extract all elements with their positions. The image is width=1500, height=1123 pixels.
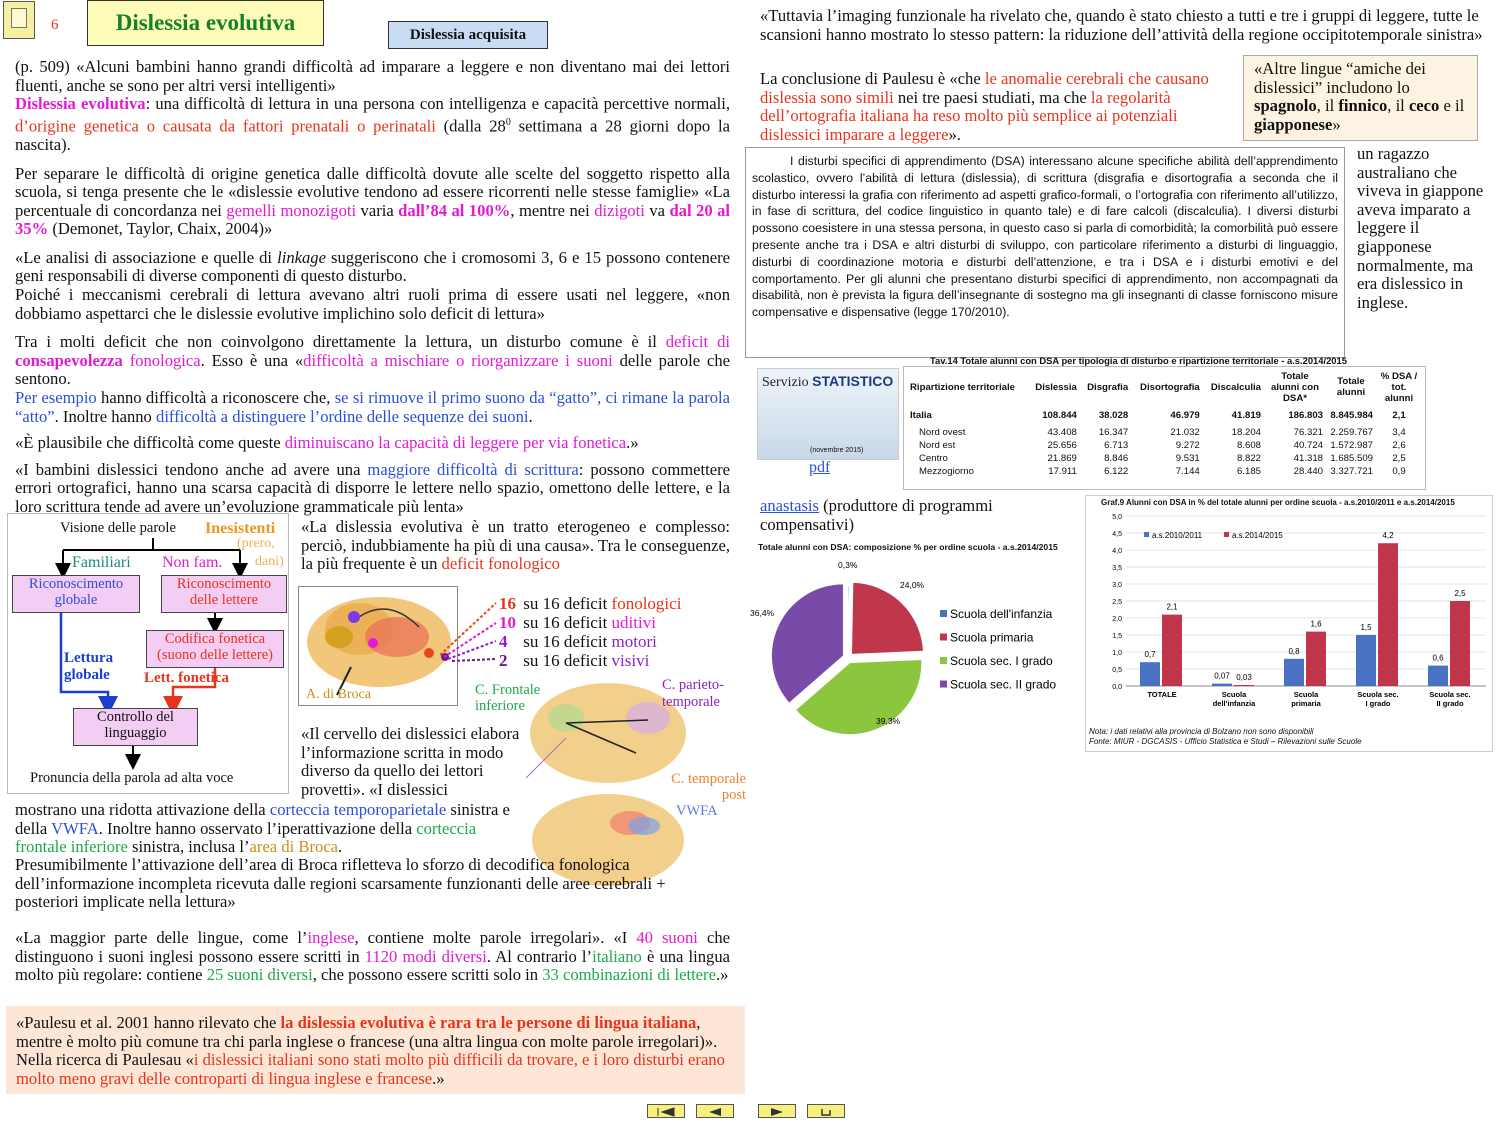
- bar-data-label: 0,8: [1288, 646, 1300, 656]
- bar-ytick: 4,5: [1112, 531, 1122, 538]
- deficit-list: [499, 594, 719, 670]
- pie-legend-label: Scuola dell'infanzia: [950, 607, 1053, 621]
- bar-legend-label: a.s.2010/2011: [1152, 531, 1203, 540]
- paragraph-broca-effort: Presumibilmente l’attivazione dell’area di Broca rifletteva lo sforzo di decodifica fonologica dell’informazione incompleta ricevuta dalle regioni scarsamente funzionanti delle aree cerebrali + posteriori implicate nella lettura»: [15, 855, 666, 912]
- paulesu-quote-box: [6, 1006, 745, 1094]
- page-number: 6: [51, 17, 59, 33]
- deficit-row: 10 su 16 deficit uditivi: [499, 613, 656, 632]
- paragraph-genetics: Per separare le difficoltà di origine genetica dalle difficoltà dovute alle scelte del soggetto rispetto alla scuola, si tenga presente che le «dislessie evolutive tendono ad essere ricorrenti nelle stesse famiglie» «La percentuale di concordanza nei gemelli monozigoti varia dall’84 al 100%, mentre nei dizigoti va dal 20 al 35% (Demonet, Taylor, Chaix, 2004)»: [15, 163, 730, 239]
- quote-heterogeneous: «La dislessia evolutiva è un tratto eterogeneo e complesso: perciò, indubbiamente ha più di una causa». Tra le conseguenze, la più frequente è un deficit fonologico: [301, 517, 730, 574]
- next-page-icon[interactable]: [758, 1104, 796, 1118]
- pie-slice: [848, 586, 849, 658]
- label-c-temporale: C. temporale post: [671, 771, 746, 803]
- pie-label: 39,3%: [876, 716, 901, 726]
- paragraph-linkage: «Le analisi di associazione e quelle di linkage suggeriscono che i cromosomi 3, 6 e 15 possono contenere geni responsabili di diverse componenti di questo disturbo. Poiché i meccanismi cerebrali di lettura avevano altri ruoli prima di essere usati nel leggere, «non dobbiamo aspettarci che le dislessie evolutive implichino solo deficit di lettura»: [15, 247, 730, 323]
- quote-brain-processing: «Il cervello dei dislessici elabora l’informazione scritta in modo diverso da quello dei lettori provetti». «I dislessici: [301, 724, 520, 799]
- box-riconoscimento-lettere: Riconoscimento delle lettere: [161, 575, 287, 613]
- friendly-languages-box: [1243, 55, 1478, 141]
- bar-ytick: 2,0: [1112, 616, 1122, 623]
- pie-slice: [851, 582, 923, 654]
- pie-legend-swatch: [940, 634, 947, 641]
- paragraph-activation: mostrano una ridotta attivazione della corteccia temporoparietale sinistra e della VWFA. Inoltre hanno osservato l’iperattivazione della corteccia frontale inferiore sinistra, inclusa l’area di Broca.: [15, 800, 510, 857]
- box-controllo-linguaggio: Controllo del linguaggio: [73, 708, 198, 746]
- table-row: Nord est 25.656 6.713 9.272 8.608 40.724 1.572.987 2,6: [919, 440, 1406, 451]
- paragraph-languages: «La maggior parte delle lingue, come l’inglese, contiene molte parole irregolari». «I 40 suoni che distinguono i suoni inglesi possono essere scritti in 1120 modi diversi. Al contrario l’italiano è una lingua molto più regolare: contiene 25 suoni diversi, che possono essere scritti solo in 33 combinazioni di lettere.»: [15, 928, 730, 985]
- label-lettura-globale: Lettura globale: [64, 650, 114, 683]
- pdf-link[interactable]: pdf: [809, 459, 831, 476]
- bar-data-label: 0,7: [1144, 650, 1156, 660]
- bar-data-label: 2,5: [1454, 589, 1466, 598]
- diagram-vision: Visione delle parole: [60, 520, 176, 536]
- box-codifica-fonetica: Codifica fonetica (suono delle lettere): [146, 630, 284, 668]
- bar-data-label: 0,03: [1236, 672, 1252, 682]
- deficit-connectors: [440, 595, 500, 670]
- deficit-row: 4 su 16 deficit motori: [499, 632, 657, 651]
- anastasis-link[interactable]: anastasis: [760, 496, 819, 515]
- anastasis-text: anastasis (produttore di programmi compensativi): [760, 496, 993, 534]
- label-broca: A. di Broca: [306, 687, 371, 702]
- paragraph-intro: (p. 509) «Alcuni bambini hanno grandi difficoltà ad imparare a leggere e non diventano mai dei lettori fluenti, anche se sono per altri versi intelligenti» Dislessia evolutiva: una difficoltà di lettura in una persona con intelligenza e capacità percettive normali, d’origine genetica o causata da fattori prenatali o perinatali (dalla $28^0$ settimana a 28 giorni dopo la nascita).: [15, 57, 730, 154]
- bar-legend-swatch: [1224, 532, 1229, 537]
- bar-data-label: 1,5: [1360, 623, 1372, 632]
- dsa-definition-text: I disturbi specifici di apprendimento (DSA) interessano alcune specifiche abilità dell’apprendimento scolastico, ovvero l’abilità di lettura (dislessia), di scrittura (disgrafia e disortografia a seconda che il disturbo interessi la grafia con riferimento ad aspetti grafico-formali, o l’ortografia con riferimento all’utilizzo, in fase di scrittura, del codice linguistico in quanto tale) e di fare calcoli (discalculia). I diversi disturbi possono coesistere in una stessa persona, in questo caso si parla di comorbidità; la comorbilità può essere presente anche tra i DSA e altri disturbi di sviluppo, con particolare riferimento a disturbi di linguaggio, disturbi di coordinazione motoria e disturbi dell’attenzione, e tra i DSA e i disturbi emotivi e del comportamento. Per gli alunni che presentano disturbi specifici di apprendimento, non accompagnati da disabilità, non è prevista la figura dell’insegnante di sostegno ma gli insegnanti di classe forniscono misure compensative e dispensative (legge 170/2010).: [752, 154, 1338, 320]
- servizio-statistico-thumbnail[interactable]: Servizio STATISTICO (novembre 2015): [757, 368, 899, 460]
- diagram-pronuncia: Pronuncia della parola ad alta voce: [30, 770, 234, 786]
- table-row: Mezzogiorno 17.911 6.122 7.144 6.185 28.440 3.327.721 0,9: [919, 466, 1406, 477]
- diagram-inesistenti: Inesistenti: [205, 520, 276, 537]
- australian-boy-text: un ragazzo australiano che viveva in giappone aveva imparato a leggere il giapponese normalmente, ma era dislessico in inglese.: [1357, 144, 1484, 312]
- chart-note: Nota: i dati relativi alla provincia di Bolzano non sono disponibili: [1089, 727, 1314, 736]
- bar-ytick: 1,0: [1112, 650, 1122, 657]
- bar-data-label: 0,07: [1214, 671, 1230, 681]
- pie-legend-swatch: [940, 681, 947, 688]
- bar-ytick: 5,0: [1112, 514, 1122, 521]
- bar-category-label: Scuola sec.: [1429, 690, 1471, 699]
- bar-legend-swatch: [1144, 532, 1149, 537]
- label-c-frontale: C. Frontale inferiore: [475, 682, 541, 714]
- table-title: Tav.14 Totale alunni con DSA per tipologia di disturbo e ripartizione territoriale - a.s.2014/2015: [930, 355, 1347, 366]
- chart-source: Fonte: MIUR - DGCASIS - Ufficio Statistica e Studi – Rilevazioni sulle Scuole: [1089, 737, 1362, 746]
- prev-page-icon[interactable]: [696, 1104, 734, 1118]
- quote-imaging: «Tuttavia l’imaging funzionale ha rivelato che, quando è stato chiesto a tutti e tre i gruppi di leggere, tutte le scansioni hanno mostrato lo stesso pattern: la riduzione dell’attività della regione occipitotemporale sinistra»: [760, 6, 1483, 44]
- bar-chart: [1085, 495, 1493, 752]
- bar-data-label: 4,2: [1382, 531, 1394, 541]
- term-dislessia-evolutiva: Dislessia evolutiva: [15, 94, 146, 114]
- bar-data-label: 0,6: [1432, 653, 1444, 663]
- bar: [1356, 635, 1376, 686]
- bar-category-label: II grado: [1436, 699, 1464, 708]
- deficit-row: 16 su 16 deficit fonologici: [499, 594, 682, 613]
- bar: [1162, 615, 1182, 686]
- pie-label: 0,3%: [838, 560, 858, 570]
- bar-ytick: 3,0: [1112, 582, 1122, 589]
- bar: [1378, 543, 1398, 686]
- bar-category-label: primaria: [1291, 699, 1321, 708]
- box-riconoscimento-globale: Riconoscimento globale: [12, 575, 140, 613]
- page-icon[interactable]: [3, 1, 35, 39]
- bar-ytick: 0,0: [1112, 684, 1122, 691]
- left-column: [15, 58, 730, 517]
- dislessia-acquisita-button[interactable]: Dislessia acquisita: [388, 21, 548, 49]
- pie-label: 36,4%: [750, 608, 775, 618]
- label-lettura-fonetica: Lett. fonetica: [144, 670, 229, 686]
- bar-data-label: 2,1: [1166, 602, 1178, 612]
- return-icon[interactable]: [807, 1104, 845, 1118]
- bar: [1212, 684, 1232, 686]
- bar: [1428, 666, 1448, 686]
- table-row: Centro 21.869 8.846 9.531 8.822 41.318 1.685.509 2,5: [919, 453, 1406, 464]
- bar: [1306, 632, 1326, 686]
- bar: [1450, 601, 1470, 686]
- diagram-non-familiari: Non fam.: [162, 554, 223, 571]
- bar-svg: [1086, 508, 1492, 733]
- table-row: Italia 108.844 38.028 46.979 41.819 186.803 8.845.984 2,1: [910, 409, 1406, 421]
- bar: [1284, 659, 1304, 686]
- bar-category-label: TOTALE: [1147, 690, 1177, 699]
- paulesu-quote: «Paulesu et al. 2001 hanno rilevato che la dislessia evolutiva è rara tra le persone di lingua italiana, mentre è molto più comune tra chi parla inglese o francese (una altra lingua con molte parole irregolari)». Nella ricerca di Paulesau «i dislessici italiani sono stati molto più difficili da trovare, e i loro disturbi erano molto meno gravi delle controparti di lingua inglese e francese.»: [16, 1013, 725, 1088]
- bar-legend-label: a.s.2014/2015: [1232, 531, 1283, 540]
- bar: [1234, 685, 1254, 686]
- page-title: Dislessia evolutiva: [87, 0, 324, 46]
- reading-diagram: Visione delle parole Inesistenti (prero, dani) Familiari Non fam. Riconoscimento globale Riconoscimento delle lettere Codifica fonetica (suono delle lettere) Lettura globale Lett. fonetica Controllo del linguaggio Pronuncia della parola ad alta voce: [7, 513, 289, 794]
- pie-label: 24,0%: [900, 580, 925, 590]
- pie-legend-swatch: [940, 610, 947, 617]
- bar-category-label: Scuola: [1293, 690, 1319, 699]
- bar-category-label: I grado: [1365, 699, 1391, 708]
- diagram-familiari: Familiari: [72, 554, 131, 571]
- bar-ytick: 1,5: [1112, 633, 1122, 640]
- paragraph-phonological: Tra i molti deficit che non coinvolgono direttamente la lettura, un disturbo comune è il deficit di consapevolezza fonologica. Esso è una «difficoltà a mischiare o riorganizzare i suoni delle parole che sentono. Per esempio hanno difficoltà a riconoscere che, se si rimuove il primo suono da “gatto”, ci rimane la parola “atto”. Inoltre hanno difficoltà a distinguere l’ordine delle sequenze dei suoni.: [15, 332, 730, 426]
- dsa-definition-box: [745, 147, 1345, 358]
- first-page-icon[interactable]: [647, 1104, 685, 1118]
- pie-legend-label: Scuola primaria: [950, 630, 1034, 645]
- bar: [1140, 662, 1160, 686]
- paragraph-fonetica: «È plausibile che difficoltà come queste diminuiscano la capacità di leggere per via fonetica.»: [15, 433, 639, 453]
- dsa-table: Ripartizione territoriale Dislessia Disgrafia Disortografia Discalculia Totale alunni con DSA* Totale alunni % DSA / tot. alunni Italia 108.844 38.028 46.979 41.819 186.803 8.845.984 2,1 Nord ovest 43.408 16.347 21.032 18.204 76.321 2.259.767 3,4 Nord est 25.656 6.713 9.272 8.608 40.724 1.572.987 2,6 Centro 21.869 8.846 9.531 8.822 41.318 1.685.509 2,5 Mezzogiorno 17.911 6.122 7.144 6.185 28.440 3.327.721 0,9: [907, 370, 1422, 478]
- pie-legend-swatch: [940, 657, 947, 664]
- pie-chart: [750, 538, 1080, 738]
- label-vwfa: VWFA: [676, 803, 718, 819]
- bar-title: Graf.9 Alunni con DSA in % del totale alunni per ordine scuola - a.s.2010/2011 e a.s.2014/2015: [1101, 498, 1455, 507]
- bar-data-label: 1,6: [1310, 619, 1322, 629]
- deficit-row: 2 su 16 deficit visivi: [499, 651, 650, 670]
- pie-legend-label: Scuola sec. I grado: [950, 654, 1053, 668]
- paragraph-scrittura: «I bambini dislessici tendono anche ad avere una maggiore difficoltà di scrittura: possono commettere errori ortografici, hanno una scarsa capacità di disporre le lettere nello spazio, omettono delle lettere, e la loro scrittura tende ad avere un’evoluzione grammaticale più lenta»: [15, 459, 730, 516]
- paulesu-conclusion: La conclusione di Paulesu è «che le anomalie cerebrali che causano dislessia sono simili nei tre paesi studiati, ma che la regolarità dell’ortografia italiana ha reso molto più semplice ai potenziali dislessici imparare a leggere».: [760, 69, 1209, 144]
- bar-category-label: Scuola sec.: [1357, 690, 1399, 699]
- bar-category-label: Scuola: [1221, 690, 1247, 699]
- pie-title: Totale alunni con DSA: composizione % per ordine scuola - a.s.2014/2015: [758, 542, 1058, 552]
- bar-category-label: dell'infanzia: [1212, 699, 1256, 708]
- pie-legend-label: Scuola sec. II grado: [950, 677, 1057, 692]
- dsa-table-container: [903, 366, 1426, 490]
- friendly-languages-text: «Altre lingue “amiche dei dislessici” includono lo spagnolo, il finnico, il ceco e il giapponese»: [1254, 59, 1465, 134]
- bar-ytick: 2,5: [1112, 599, 1122, 606]
- bar-ytick: 0,5: [1112, 667, 1122, 674]
- table-row: Nord ovest 43.408 16.347 21.032 18.204 76.321 2.259.767 3,4: [919, 427, 1406, 438]
- pie-svg: [750, 538, 1080, 738]
- bar-ytick: 3,5: [1112, 565, 1122, 572]
- label-c-parieto: C. parieto-temporale: [662, 677, 725, 710]
- bar-ytick: 4,0: [1112, 548, 1122, 555]
